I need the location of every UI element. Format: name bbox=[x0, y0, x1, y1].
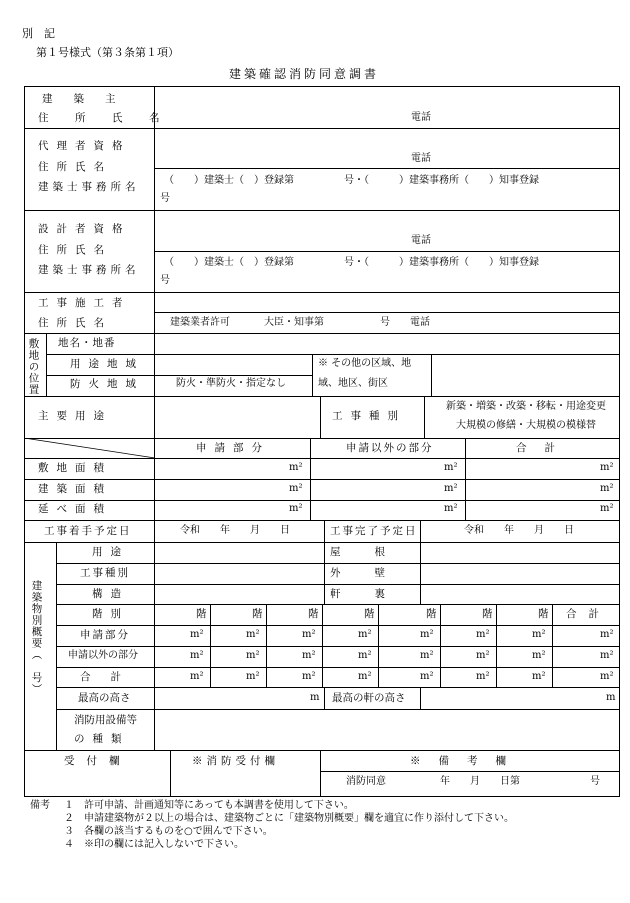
form-number: 第１号様式（第３条第１項） bbox=[36, 46, 179, 59]
floor-label: 階別 bbox=[92, 608, 129, 620]
other-unit-6: m² bbox=[476, 650, 490, 661]
other-unit-7: m² bbox=[532, 650, 546, 661]
building-area-unit-total: m² bbox=[600, 483, 614, 494]
start-date-value: 令和 年 月 日 bbox=[180, 525, 290, 536]
other-portion-label: 申請以外の部分 bbox=[68, 650, 138, 661]
designer-address-label: 住所氏名 bbox=[38, 244, 112, 256]
floor-col-3: 階 bbox=[308, 608, 319, 620]
applied-unit-7: m² bbox=[532, 629, 546, 640]
contractor-number: 号 bbox=[380, 317, 390, 328]
other-unit-total: m² bbox=[600, 650, 614, 661]
other-unit-4: m² bbox=[358, 650, 372, 661]
designer-registration-line: （ ）建築士（ ）登録第 号・（ ）建築事務所（ ）知事登録 bbox=[164, 257, 539, 268]
fire-consent-label: 消防同意 bbox=[346, 776, 386, 787]
sum-unit-3: m² bbox=[302, 671, 316, 682]
fire-reception-label: ※消防受付欄 bbox=[192, 755, 279, 767]
designer-registration-suffix: 号 bbox=[160, 275, 170, 286]
floor-area-label: 延べ面積 bbox=[38, 503, 112, 515]
site-area-label: 敷地面積 bbox=[38, 462, 112, 474]
area-col-total: 合計 bbox=[516, 442, 573, 454]
contractor-phone: 電話 bbox=[410, 317, 430, 328]
end-date-label: 工事完了予定日 bbox=[330, 525, 418, 537]
agent-office-label: 建築士事務所名 bbox=[38, 181, 140, 193]
fire-consent-number: 号 bbox=[590, 776, 600, 787]
reception-label: 受付欄 bbox=[64, 755, 132, 767]
applied-portion-label: 申請部分 bbox=[80, 629, 130, 641]
contractor-license: 建築業者許可 bbox=[170, 317, 230, 328]
agent-phone: 電話 bbox=[411, 153, 431, 164]
other-unit-1: m² bbox=[190, 650, 204, 661]
fire-zone-label: 防火地域 bbox=[70, 378, 144, 390]
site-area-unit-applied: m² bbox=[289, 462, 303, 473]
building-structure-label: 構造 bbox=[92, 588, 129, 600]
fire-equipment-label-1: 消防用設備等 bbox=[74, 714, 137, 726]
applied-unit-1: m² bbox=[190, 629, 204, 640]
contractor-address-label: 住所氏名 bbox=[38, 317, 112, 329]
applied-unit-total: m² bbox=[600, 629, 614, 640]
contractor-label: 工事施工者 bbox=[38, 297, 131, 309]
work-type-label: 工事種別 bbox=[332, 410, 406, 422]
applied-unit-5: m² bbox=[420, 629, 434, 640]
work-type-options-2: 大規模の修繕・大規模の模様替 bbox=[456, 420, 596, 431]
sum-unit-5: m² bbox=[420, 671, 434, 682]
main-use-label: 主要用途 bbox=[38, 410, 112, 422]
floor-col-1: 階 bbox=[196, 608, 207, 620]
area-header-diagonal bbox=[24, 438, 155, 458]
floor-col-total: 合計 bbox=[566, 608, 611, 620]
building-area-unit-applied: m² bbox=[289, 483, 303, 494]
sum-unit-4: m² bbox=[358, 671, 372, 682]
floor-area-unit-total: m² bbox=[600, 503, 614, 514]
fire-zone-options: 防火・準防火・指定なし bbox=[176, 378, 286, 389]
max-height-label: 最高の高さ bbox=[78, 692, 131, 704]
applied-unit-6: m² bbox=[476, 629, 490, 640]
applied-unit-3: m² bbox=[302, 629, 316, 640]
sum-unit-7: m² bbox=[532, 671, 546, 682]
site-area-unit-other: m² bbox=[444, 462, 458, 473]
annex-label: 別 記 bbox=[22, 27, 55, 40]
designer-phone: 電話 bbox=[411, 235, 431, 246]
area-col-other: 申請以外の部分 bbox=[346, 442, 434, 454]
area-col-applied: 申請部分 bbox=[196, 442, 270, 454]
applied-unit-4: m² bbox=[358, 629, 372, 640]
floor-col-5: 階 bbox=[426, 608, 437, 620]
agent-registration-suffix: 号 bbox=[160, 193, 170, 204]
agent-registration-line: （ ）建築士（ ）登録第 号・（ ）建築事務所（ ）知事登録 bbox=[164, 175, 539, 186]
roof-label: 屋根 bbox=[330, 546, 419, 558]
other-unit-5: m² bbox=[420, 650, 434, 661]
wall-label: 外壁 bbox=[330, 567, 419, 579]
sum-row-label: 合計 bbox=[80, 671, 141, 683]
building-area-label: 建築面積 bbox=[38, 483, 112, 495]
work-type-options-1: 新築・増築・改築・移転・用途変更 bbox=[446, 401, 606, 412]
max-eaves-height-unit: m bbox=[606, 692, 616, 703]
site-group-label: 敷地の位置 bbox=[27, 338, 40, 396]
note-3: ３ 各欄の該当するものを○で囲んで下さい。 bbox=[64, 826, 273, 837]
fire-equipment-label-2: の種類 bbox=[74, 733, 130, 745]
agent-address-label: 住所氏名 bbox=[38, 161, 112, 173]
sum-unit-1: m² bbox=[190, 671, 204, 682]
floor-col-6: 階 bbox=[482, 608, 493, 620]
site-area-unit-total: m² bbox=[600, 462, 614, 473]
other-unit-2: m² bbox=[246, 650, 260, 661]
remarks-label: ※備考欄 bbox=[410, 755, 524, 767]
other-zone-line2: 域、地区、街区 bbox=[318, 378, 388, 389]
floor-area-unit-other: m² bbox=[444, 503, 458, 514]
floor-area-unit-applied: m² bbox=[289, 503, 303, 514]
end-date-value: 令和 年 月 日 bbox=[464, 525, 574, 536]
floor-col-2: 階 bbox=[252, 608, 263, 620]
sum-unit-total: m² bbox=[600, 671, 614, 682]
applied-unit-2: m² bbox=[246, 629, 260, 640]
building-work-type-label: 工事種別 bbox=[80, 567, 130, 579]
designer-office-label: 建築士事務所名 bbox=[38, 264, 140, 276]
building-summary-group-label: 建築物別概要（ 号） bbox=[30, 580, 43, 695]
notes-label: 備考 bbox=[30, 800, 50, 811]
owner-label: 建 築 主 bbox=[42, 93, 116, 105]
eaves-soffit-label: 軒裏 bbox=[330, 588, 419, 600]
fire-consent-date: 年 月 日第 bbox=[440, 776, 520, 787]
max-eaves-height-label: 最高の軒の高さ bbox=[332, 692, 406, 704]
other-zone-line1: ※ その他の区域、地 bbox=[318, 358, 412, 369]
owner-address-label: 住 所 氏 名 bbox=[38, 112, 168, 124]
start-date-label: 工事着手予定日 bbox=[44, 525, 132, 537]
building-area-unit-other: m² bbox=[444, 483, 458, 494]
agent-qualification-label: 代理者資格 bbox=[38, 140, 131, 152]
use-zone-label: 用途地域 bbox=[70, 358, 144, 370]
sum-unit-2: m² bbox=[246, 671, 260, 682]
note-1: １ 許可申請、計画通知等にあっても本調書を使用して下さい。 bbox=[64, 800, 354, 811]
max-height-unit: m bbox=[310, 692, 320, 703]
note-2: ２ 申請建築物が２以上の場合は、建築物ごとに「建築物別概要」欄を適宜に作り添付して下さい。 bbox=[64, 813, 514, 824]
building-use-label: 用途 bbox=[92, 546, 129, 558]
designer-qualification-label: 設計者資格 bbox=[38, 223, 131, 235]
floor-col-7: 階 bbox=[538, 608, 549, 620]
note-4: ４ ※印の欄には記入しないで下さい。 bbox=[64, 839, 244, 850]
site-address-label: 地名・地番 bbox=[58, 337, 116, 349]
contractor-minister: 大臣・知事第 bbox=[264, 317, 324, 328]
owner-phone: 電話 bbox=[411, 112, 431, 123]
other-unit-3: m² bbox=[302, 650, 316, 661]
form-title: 建築確認消防同意調書 bbox=[229, 67, 380, 81]
sum-unit-6: m² bbox=[476, 671, 490, 682]
floor-col-4: 階 bbox=[364, 608, 375, 620]
